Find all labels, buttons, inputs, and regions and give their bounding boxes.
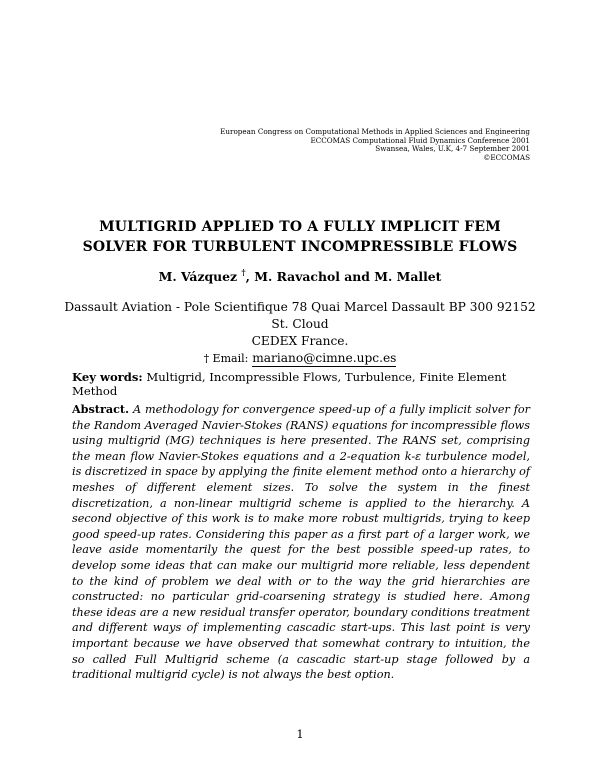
email-prefix: † Email: <box>203 352 249 365</box>
abstract-text: A methodology for convergence speed-up of a fully implicit solver for the Random Averaged Navier-Stokes (RANS) equations for incompressible flows using multigrid (MG) techniques is here presented. The RANS set, comprising the mean flow Navier-Stokes equations and a 2-equation k-ε turbulence model, is discretized in space by applying the finite element method onto a hierarchy of meshes of different element sizes. To solve the system in the finest discretization, a non-linear multigrid scheme is applied to the hierarchy. A second objective of this work is to make more robust multigrids, trying to keep good speed-up rates. Considering this paper as a first part of a larger work, we leave aside momentarily the quest for the best possible speed-up rates, to develop some ideas that can make our multigrid more reliable, less dependent to the kind of problem we deal with or to the way the grid hierarchies are constructed: no particular grid-coarsening strategy is studied here. Among these ideas are a new residual transfer operator, boundary conditions treatment and different ways of implementing cascadic start-ups. This last point is very important because we have observed that somewhat contrary to intuition, the so called Full Multigrid scheme (a cascadic start-up stage followed by a traditional multigrid cycle) is not always the best option. <box>72 403 530 682</box>
affiliation-line-1: Dassault Aviation - Pole Scientifique 78 Quai Marcel Dassault BP 300 92152 St. Cloud <box>64 300 536 331</box>
abstract-label: Abstract. <box>72 402 129 416</box>
keywords <box>72 370 542 398</box>
affiliation <box>60 299 540 367</box>
keywords-text: Multigrid, Incompressible Flows, Turbulence, Finite Element Method <box>72 370 507 398</box>
paper-title <box>0 217 600 257</box>
conference-line-3: Swansea, Wales, U.K, 4-7 September 2001 <box>375 144 530 154</box>
dagger-mark: † <box>241 267 246 277</box>
email-line <box>60 350 540 367</box>
copyright-icon: © <box>483 152 491 162</box>
copyright-holder: ECCOMAS <box>490 152 530 162</box>
conference-header <box>220 128 530 162</box>
conference-copyright <box>220 154 530 163</box>
page-number: 1 <box>296 727 304 741</box>
affiliation-line-2: CEDEX France. <box>251 334 349 348</box>
email-link[interactable]: mariano@cimne.upc.es <box>252 351 397 365</box>
title-line-2: SOLVER FOR TURBULENT INCOMPRESSIBLE FLOWS <box>82 239 518 255</box>
conference-line-1: European Congress on Computational Methods in Applied Sciences and Engineering <box>220 127 530 136</box>
conference-line-2: ECCOMAS Computational Fluid Dynamics Conference 2001 <box>310 135 530 145</box>
author-first: M. Vázquez <box>158 269 238 284</box>
keywords-label: Key words: <box>72 370 143 384</box>
authors <box>0 267 600 284</box>
abstract <box>72 402 530 683</box>
title-line-1: MULTIGRID APPLIED TO A FULLY IMPLICIT FEM <box>99 219 501 235</box>
author-rest: , M. Ravachol and M. Mallet <box>245 269 442 284</box>
